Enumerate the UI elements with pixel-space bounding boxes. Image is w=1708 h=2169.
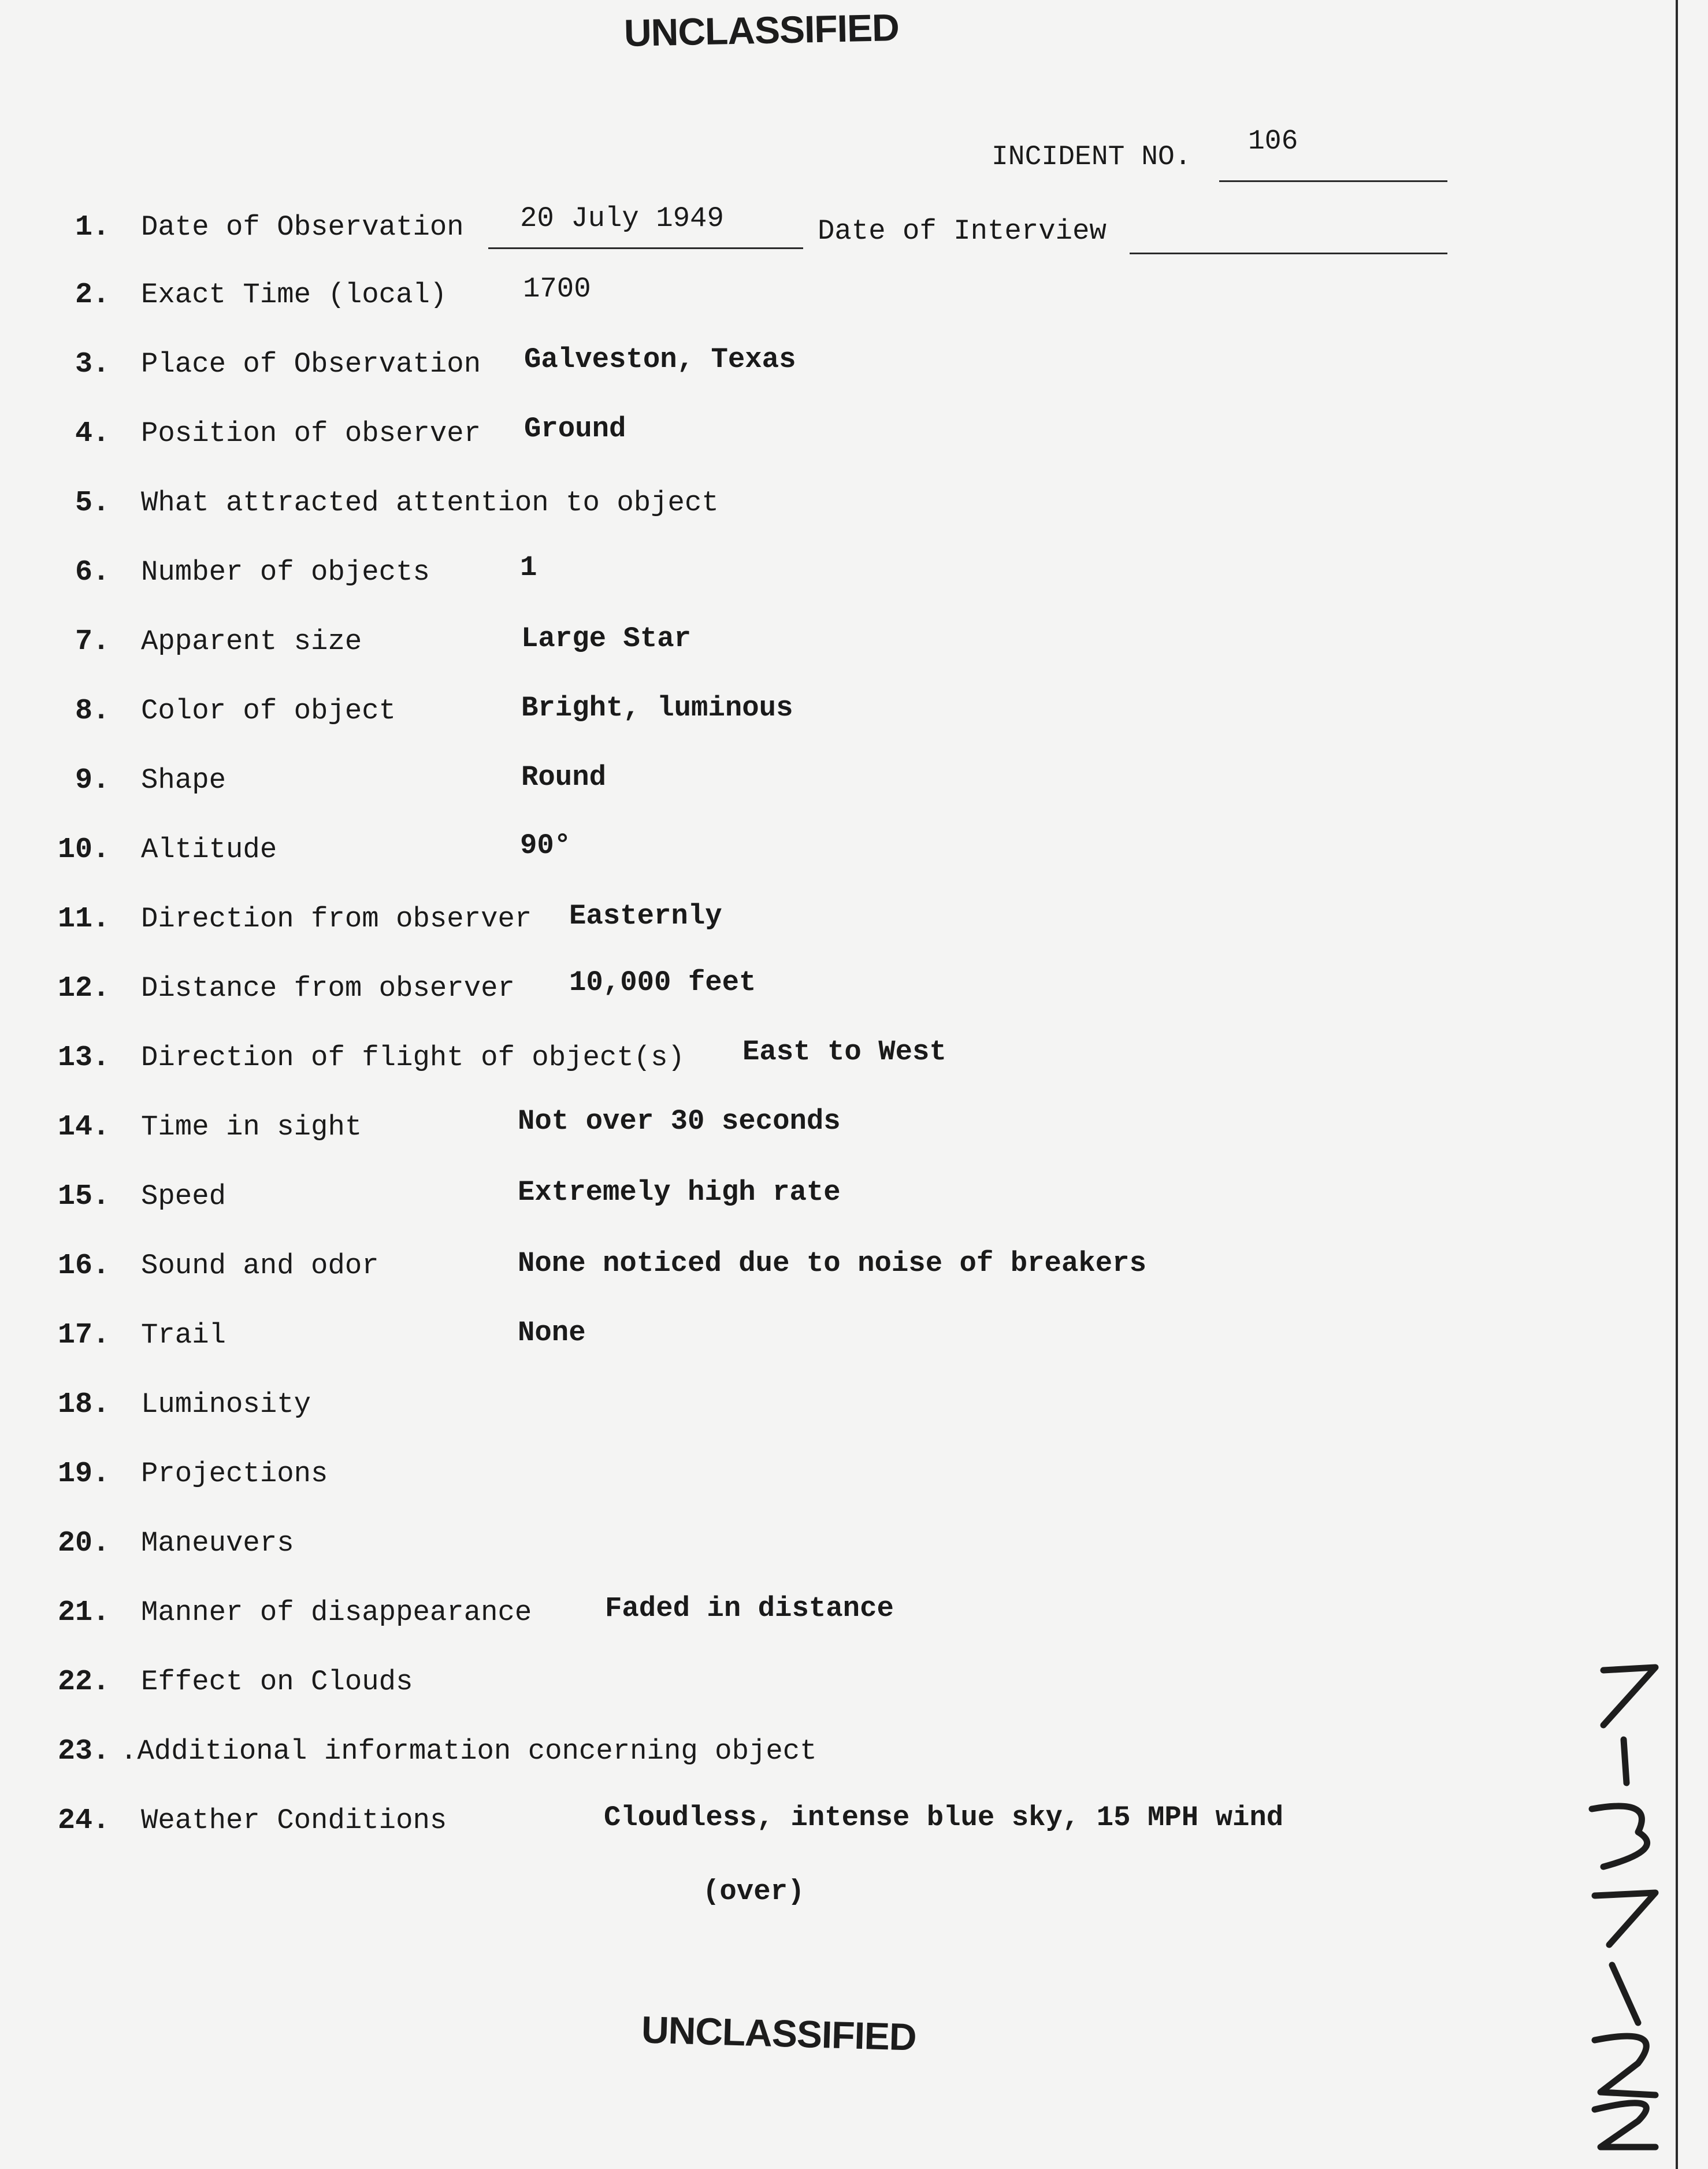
- item-label-number-of-objects: Number of objects: [141, 556, 430, 588]
- item-label-sound-and-odor: Sound and odor: [141, 1250, 379, 1282]
- item-label-projections: Projections: [141, 1458, 328, 1490]
- item-number: 7.: [75, 625, 110, 658]
- item-label-speed: Speed: [141, 1180, 227, 1213]
- item-label-time-in-sight: Time in sight: [141, 1111, 362, 1143]
- item-value-color-of-object: Bright, luminous: [521, 692, 793, 724]
- item-label-additional-information: .Additional information concerning object: [120, 1735, 817, 1767]
- incident-label: INCIDENT NO.: [992, 142, 1191, 173]
- item-number: 5.: [75, 487, 110, 520]
- item-label-altitude: Altitude: [141, 833, 277, 866]
- item-value-sound-and-odor: None noticed due to noise of breakers: [518, 1247, 1146, 1280]
- item-number: 14.: [57, 1111, 110, 1144]
- item-number: 6.: [75, 556, 110, 589]
- item-value-altitude: 90°: [520, 829, 571, 862]
- item-number: 16.: [57, 1250, 110, 1282]
- classification-stamp-bottom: UNCLASSIFIED: [641, 2008, 917, 2059]
- item-label-direction-of-flight: Direction of flight of object(s): [141, 1041, 685, 1074]
- item-value-number-of-objects: 1: [520, 551, 537, 584]
- item-value-date-of-observation: 20 July 1949: [520, 202, 724, 235]
- item-label-luminosity: Luminosity: [141, 1388, 311, 1421]
- item-label-direction-from-observer: Direction from observer: [141, 903, 532, 935]
- item-label-manner-of-disappearance: Manner of disappearance: [141, 1596, 532, 1629]
- item-label-position-of-observer: Position of observer: [141, 417, 481, 450]
- item-value-apparent-size: Large Star: [521, 622, 692, 655]
- page-edge: [1676, 0, 1678, 2169]
- item-label-distance-from-observer: Distance from observer: [141, 972, 515, 1004]
- item-number: 23.: [57, 1735, 110, 1768]
- item-label-color-of-object: Color of object: [141, 695, 396, 727]
- item-value-distance-from-observer: 10,000 feet: [569, 966, 756, 999]
- item-number: 8.: [75, 695, 110, 728]
- item-label-shape: Shape: [141, 764, 227, 796]
- date-of-interview-underline: [1130, 253, 1447, 254]
- item-value-speed: Extremely high rate: [518, 1176, 841, 1208]
- item-number: 17.: [57, 1319, 110, 1352]
- item-number: 11.: [57, 903, 110, 936]
- item-number: 10.: [57, 833, 110, 866]
- item-label-what-attracted-attention: What attracted attention to object: [141, 487, 719, 519]
- item-number: 4.: [75, 417, 110, 450]
- item-label-date-of-interview: Date of Interview: [818, 215, 1107, 247]
- item-number: 12.: [57, 972, 110, 1005]
- incident-underline: [1219, 180, 1447, 182]
- item-label-trail: Trail: [141, 1319, 227, 1351]
- item-number: 15.: [57, 1180, 110, 1213]
- item-label-date-of-observation: Date of Observation: [141, 211, 464, 243]
- item-label-place-of-observation: Place of Observation: [141, 348, 481, 380]
- item-label-maneuvers: Maneuvers: [141, 1527, 294, 1559]
- item-number: 3.: [75, 348, 110, 381]
- item-number: 13.: [57, 1041, 110, 1074]
- item-value-direction-from-observer: Easternly: [569, 900, 722, 932]
- item-label-weather-conditions: Weather Conditions: [141, 1804, 447, 1837]
- item-value-exact-time: 1700: [523, 273, 591, 305]
- item-number: 18.: [57, 1388, 110, 1421]
- item-label-exact-time: Exact Time (local): [141, 279, 447, 311]
- item-value-trail: None: [518, 1317, 586, 1349]
- incident-number: 106: [1248, 126, 1298, 157]
- item-value-shape: Round: [521, 761, 607, 794]
- date-of-observation-underline: [488, 247, 803, 249]
- item-number: 1.: [75, 211, 110, 244]
- item-number: 22.: [57, 1666, 110, 1699]
- item-value-place-of-observation: Galveston, Texas: [524, 343, 796, 376]
- item-label-apparent-size: Apparent size: [141, 625, 362, 658]
- item-number: 24.: [57, 1804, 110, 1837]
- item-value-direction-of-flight: East to West: [742, 1036, 946, 1068]
- classification-stamp-top: UNCLASSIFIED: [623, 6, 900, 54]
- item-number: 2.: [75, 279, 110, 312]
- item-number: 20.: [57, 1527, 110, 1560]
- item-value-time-in-sight: Not over 30 seconds: [518, 1105, 841, 1137]
- item-value-weather-conditions: Cloudless, intense blue sky, 15 MPH wind: [604, 1801, 1284, 1834]
- item-number: 19.: [57, 1458, 110, 1491]
- item-number: 9.: [75, 764, 110, 797]
- item-label-effect-on-clouds: Effect on Clouds: [141, 1666, 413, 1698]
- item-value-manner-of-disappearance: Faded in distance: [605, 1592, 894, 1625]
- handwritten-file-number: [1569, 1664, 1673, 2150]
- item-value-position-of-observer: Ground: [524, 413, 626, 445]
- over-note: (over): [703, 1875, 805, 1908]
- item-number: 21.: [57, 1596, 110, 1629]
